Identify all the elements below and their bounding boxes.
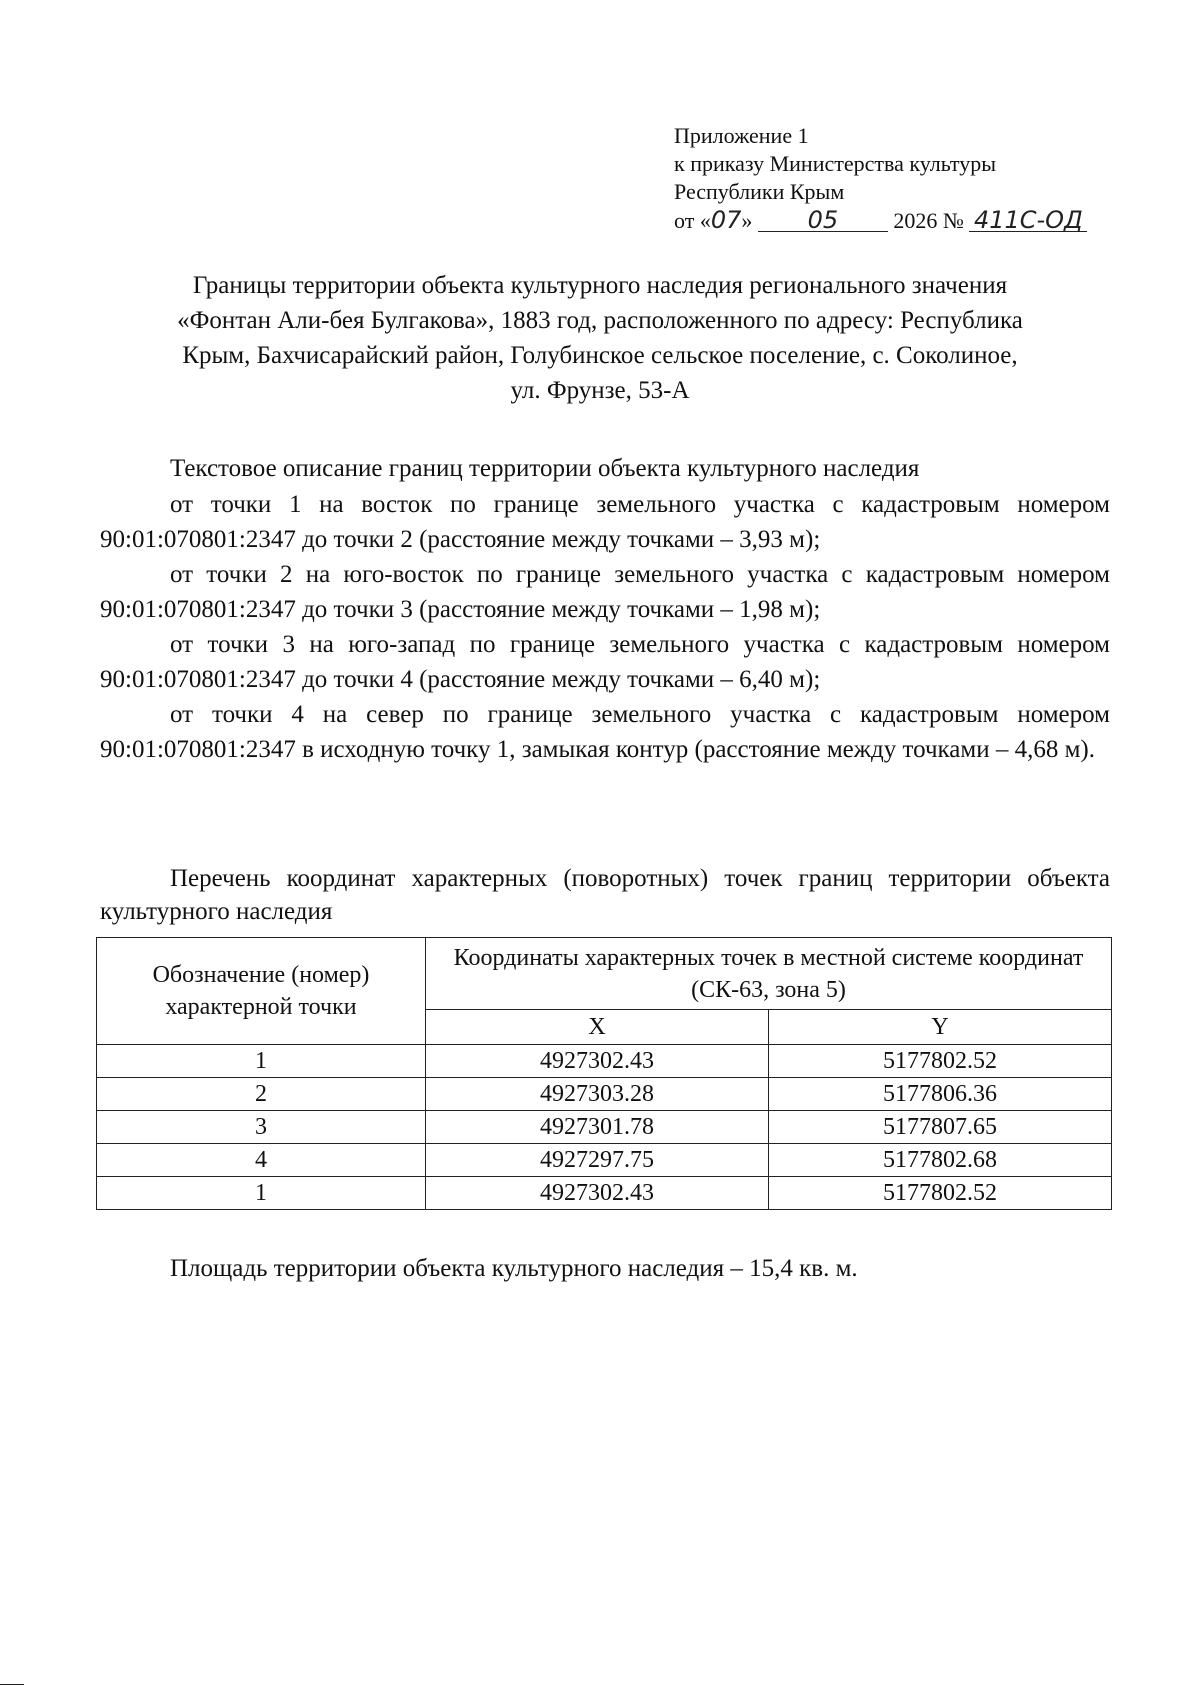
cell-point: 4 — [97, 1144, 426, 1177]
date-day-handwritten: 07 — [710, 206, 742, 234]
boundary-description — [100, 487, 1110, 767]
cell-x: 4927297.75 — [426, 1144, 769, 1177]
cell-y: 5177807.65 — [768, 1111, 1111, 1144]
appendix-block — [674, 122, 1087, 235]
appendix-line-3: Республики Крым — [674, 179, 845, 204]
col-header-coords: Координаты характерных точек в местной системе координат (СК-63, зона 5) — [426, 938, 1112, 1010]
table-row — [97, 1177, 1112, 1210]
table-row — [97, 1078, 1112, 1111]
col-header-point: Обозначение (номер) характерной точки — [97, 938, 426, 1045]
description-item: от точки 3 на юго-запад по границе земельного участка с кадастровым номером 90:01:070801:2347 до точки 4 (расстояние между точками – 6,40 м); — [100, 631, 1110, 693]
title-line-3: Крым, Бахчисарайский район, Голубинское сельское поселение, с. Соколиное, — [182, 342, 1018, 369]
cell-x: 4927302.43 — [426, 1177, 769, 1210]
cell-y: 5177806.36 — [768, 1078, 1111, 1111]
cell-point: 3 — [97, 1111, 426, 1144]
cell-point: 1 — [97, 1177, 426, 1210]
appendix-line-2: к приказу Министерства культуры — [674, 151, 997, 176]
title-line-2: «Фонтан Али-бея Булгакова», 1883 год, расположенного по адресу: Республика — [177, 307, 1023, 334]
title-line-1: Границы территории объекта культурного наследия регионального значения — [192, 272, 1008, 299]
appendix-date-line — [674, 206, 1087, 235]
description-item: от точки 1 на восток по границе земельного участка с кадастровым номером 90:01:070801:2347 до точки 2 (расстояние между точками – 3,93 м); — [100, 491, 1110, 553]
cell-x: 4927302.43 — [426, 1045, 769, 1078]
description-item: от точки 4 на север по границе земельного участка с кадастровым номером 90:01:070801:2347 в исходную точку 1, замыкая контур (расстояние между точками – 4,68 м). — [100, 701, 1110, 763]
coords-list-heading: Перечень координат характерных (поворотных) точек границ территории объекта культурного наследия — [100, 865, 1110, 925]
title-line-4: ул. Фрунзе, 53-А — [510, 377, 690, 404]
appendix-line-1: Приложение 1 — [674, 123, 809, 148]
table-row — [97, 1045, 1112, 1078]
date-year: 2026 № — [893, 208, 964, 233]
order-number-handwritten: 411С-ОД — [969, 209, 1087, 232]
cell-point: 1 — [97, 1045, 426, 1078]
page-edge-mark — [0, 1684, 24, 1685]
date-month-handwritten: 05 — [758, 209, 888, 232]
date-prefix: от « — [674, 208, 711, 233]
cell-x: 4927303.28 — [426, 1078, 769, 1111]
cell-y: 5177802.52 — [768, 1177, 1111, 1210]
col-header-y: Y — [768, 1010, 1111, 1045]
table-row — [97, 1111, 1112, 1144]
cell-point: 2 — [97, 1078, 426, 1111]
date-mid: » — [741, 208, 753, 233]
cell-x: 4927301.78 — [426, 1111, 769, 1144]
document-title — [100, 268, 1100, 408]
col-header-x: X — [426, 1010, 769, 1045]
description-item: от точки 2 на юго-восток по границе земельного участка с кадастровым номером 90:01:070801:2347 до точки 3 (расстояние между точками – 1,98 м); — [100, 561, 1110, 623]
cell-y: 5177802.52 — [768, 1045, 1111, 1078]
description-heading: Текстовое описание границ территории объекта культурного наследия — [170, 455, 920, 482]
table-row — [97, 1144, 1112, 1177]
coordinates-table — [96, 937, 1112, 1210]
cell-y: 5177802.68 — [768, 1144, 1111, 1177]
territory-area: Площадь территории объекта культурного наследия – 15,4 кв. м. — [170, 1255, 858, 1282]
